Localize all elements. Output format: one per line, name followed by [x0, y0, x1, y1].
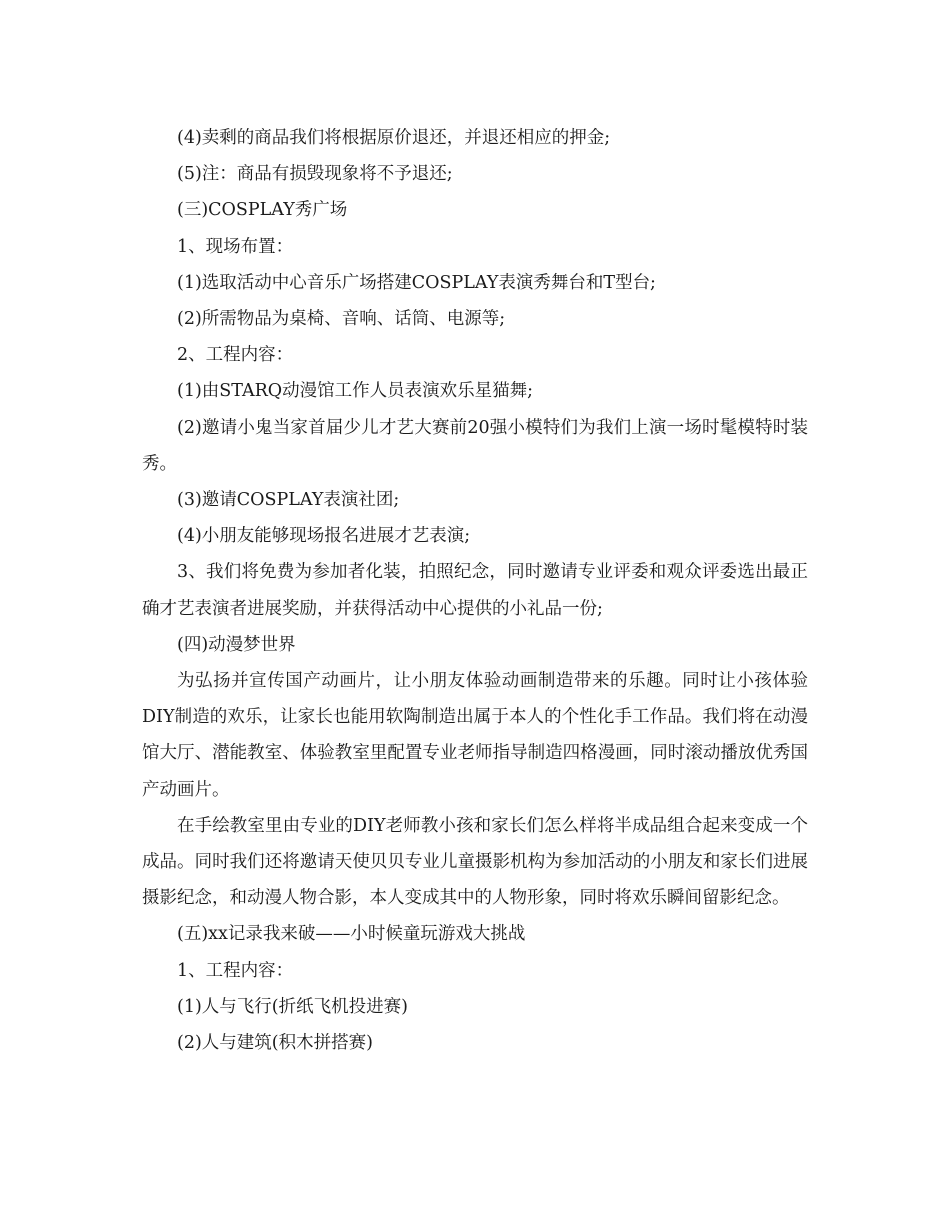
- paragraph: (2)所需物品为桌椅、音响、话筒、电源等;: [177, 309, 506, 330]
- document-body: [142, 120, 808, 1061]
- paragraph: 3、我们将免费为参加者化装，拍照纪念，同时邀请专业评委和观众评委选出最正确才艺表演者进展奖励，并获得活动中心提供的小礼品一份;: [142, 562, 808, 619]
- paragraph: (5)注：商品有损毁现象将不予退还;: [177, 164, 453, 185]
- paragraph: (3)邀请COSPLAY表演社团;: [177, 490, 400, 511]
- paragraph: 1、现场布置：: [177, 236, 294, 257]
- paragraph: (1)由STARQ动漫馆工作人员表演欢乐星猫舞;: [177, 381, 534, 402]
- section-heading: (五)xx记录我来破——小时候童玩游戏大挑战: [177, 924, 526, 945]
- paragraph: 为弘扬并宣传国产动画片，让小朋友体验动画制造带来的乐趣。同时让小孩体验DIY制造的欢乐，让家长也能用软陶制造出属于本人的个性化手工作品。我们将在动漫馆大厅、潜能教室、体验教室里配置专业老师指导制造四格漫画，同时滚动播放优秀国产动画片。: [142, 671, 808, 800]
- paragraph: 1、工程内容：: [177, 960, 294, 981]
- paragraph: (1)选取活动中心音乐广场搭建COSPLAY表演秀舞台和T型台;: [177, 272, 656, 293]
- paragraph: (4)卖剩的商品我们将根据原价退还，并退还相应的押金;: [177, 128, 611, 148]
- section-heading: (三)COSPLAY秀广场: [177, 200, 348, 221]
- paragraph: (1)人与飞行(折纸飞机投进赛): [177, 996, 408, 1017]
- paragraph: (2)邀请小鬼当家首届少儿才艺大赛前20强小模特们为我们上演一场时髦模特时装秀。: [142, 417, 808, 474]
- section-heading: (四)动漫梦世界: [177, 634, 296, 655]
- paragraph: (4)小朋友能够现场报名进展才艺表演;: [177, 526, 471, 547]
- paragraph: 2、工程内容：: [177, 345, 294, 366]
- paragraph: (2)人与建筑(积木拼搭赛): [177, 1033, 373, 1054]
- paragraph: 在手绘教室里由专业的DIY老师教小孩和家长们怎么样将半成品组合起来变成一个成品。同时我们还将邀请天使贝贝专业儿童摄影机构为参加活动的小朋友和家长们进展摄影纪念，和动漫人物合影，本人变成其中的人物形象，同时将欢乐瞬间留影纪念。: [142, 815, 808, 909]
